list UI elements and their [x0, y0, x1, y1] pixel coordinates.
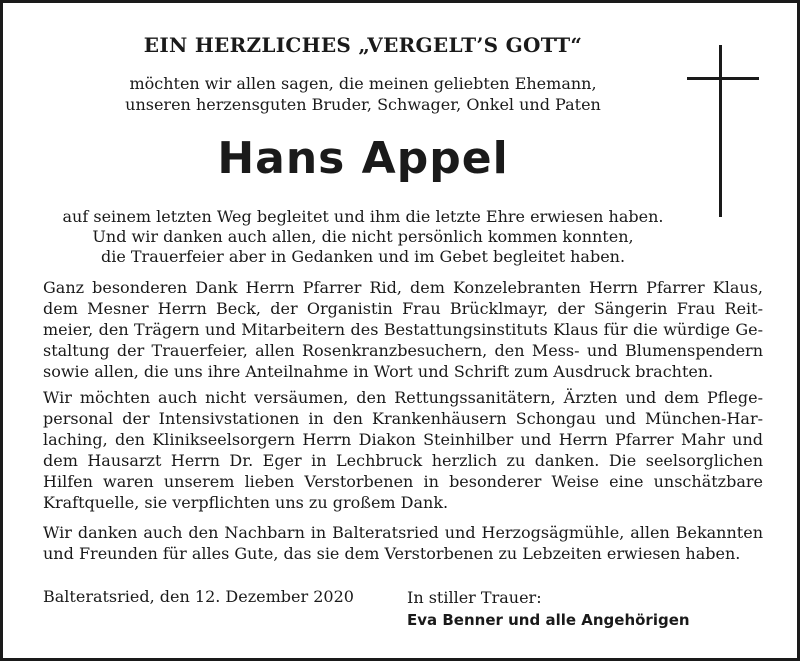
mourning-label: In stiller Trauer:: [407, 588, 542, 607]
paragraph-line: Kraftquelle, sie verpflichten uns zu großem Dank.: [43, 493, 449, 512]
paragraph-line: Wir danken auch den Nachbarn in Balteratsried und Herzogsägmühle, allen Bekannten: [43, 523, 763, 542]
headline: EIN HERZLICHES „VERGELT’S GOTT“: [143, 33, 583, 57]
paragraph-line: personal der Intensivstationen in den Krankenhäusern Schongau und München-Har-: [43, 409, 763, 428]
signers: Eva Benner und alle Angehörigen: [407, 611, 690, 629]
intro-line: unseren herzensguten Bruder, Schwager, Onkel und Paten: [125, 95, 601, 114]
paragraph-special-thanks: [43, 277, 763, 382]
paragraph-line: Ganz besonderen Dank Herrn Pfarrer Rid, dem Konzelebranten Herrn Pfarrer Klaus,: [43, 278, 763, 297]
thanks-line: Und wir danken auch allen, die nicht persönlich kommen konnten,: [92, 227, 634, 246]
thanks-line: auf seinem letzten Weg begleitet und ihm die letzte Ehre erwiesen haben.: [62, 207, 664, 226]
paragraph-medical-thanks: [43, 387, 763, 513]
intro-line: möchten wir allen sagen, die meinen geliebten Ehemann,: [129, 74, 597, 93]
place-and-date: Balteratsried, den 12. Dezember 2020: [43, 587, 354, 606]
intro-text: [43, 73, 683, 115]
paragraph-line: Hilfen waren unserem lieben Verstorbenen in besonderer Weise eine unschätzbare: [43, 472, 763, 491]
paragraph-line: Wir möchten auch nicht versäumen, den Rettungssanitätern, Ärzten und dem Pflege-: [43, 388, 763, 407]
paragraph-line: laching, den Klinikseelsorgern Herrn Diakon Steinhilber und Herrn Pfarrer Mahr und: [43, 430, 763, 449]
signature-block: [407, 587, 690, 631]
cross-icon: [683, 45, 763, 217]
paragraph-line: sowie allen, die uns ihre Anteilnahme in Wort und Schrift zum Ausdruck brachten.: [43, 362, 714, 381]
thanks-line: die Trauerfeier aber in Gedanken und im Gebet begleitet haben.: [100, 247, 626, 266]
paragraph-neighbours-thanks: [43, 522, 763, 564]
paragraph-line: und Freunden für alles Gute, das sie dem Verstorbenen zu Lebzeiten erwiesen haben.: [43, 544, 741, 563]
paragraph-line: meier, den Trägern und Mitarbeitern des Bestattungsinstituts Klaus für die würdige Ge-: [43, 320, 763, 339]
deceased-name: Hans Appel: [217, 133, 509, 184]
thanks-text: [43, 207, 683, 267]
paragraph-line: dem Hausarzt Herrn Dr. Eger in Lechbruck herzlich zu danken. Die seelsorglichen: [43, 451, 763, 470]
paragraph-line: dem Mesner Herrn Beck, der Organistin Frau Brücklmayr, der Sängerin Frau Reit-: [43, 299, 763, 318]
paragraph-line: staltung der Trauerfeier, allen Rosenkranzbesuchern, den Mess- und Blumenspendern: [43, 341, 763, 360]
